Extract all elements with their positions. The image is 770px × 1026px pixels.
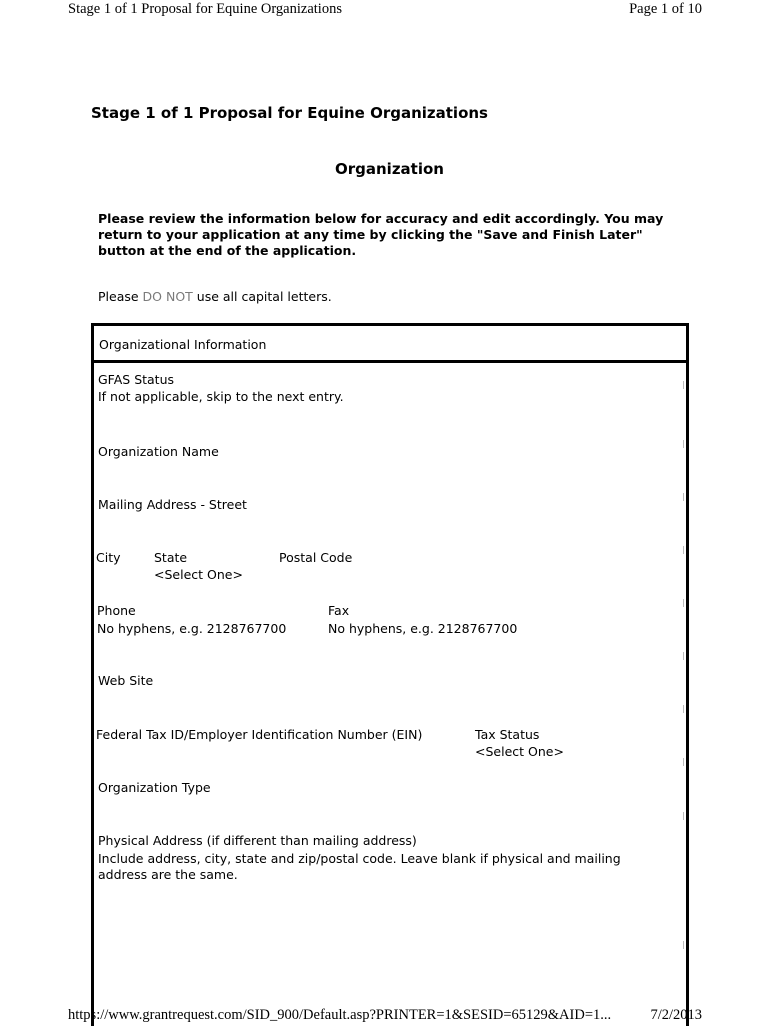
postal-code-label: Postal Code [279, 550, 353, 565]
field-edge-mark [683, 812, 684, 820]
tax-status-select[interactable]: <Select One> [475, 744, 564, 759]
phone-label: Phone [97, 603, 136, 618]
state-select[interactable]: <Select One> [154, 567, 243, 582]
field-edge-mark [683, 546, 684, 554]
web-site-label: Web Site [98, 673, 154, 688]
form-section-header-label: Organizational Information [99, 337, 267, 352]
print-footer-date: 7/2/2013 [650, 1007, 702, 1023]
ein-label: Federal Tax ID/Employer Identification Number (EIN) [96, 727, 423, 742]
field-edge-mark [683, 493, 684, 501]
section-title: Organization [335, 160, 444, 178]
caps-note-warning: DO NOT [142, 289, 193, 304]
print-header-title: Stage 1 of 1 Proposal for Equine Organizations [68, 1, 342, 17]
field-edge-mark [683, 705, 684, 713]
gfas-status-label: GFAS Status [98, 372, 175, 387]
state-label: State [154, 550, 188, 565]
tax-status-label: Tax Status [475, 727, 540, 742]
field-edge-mark [683, 599, 684, 607]
print-footer-url: https://www.grantrequest.com/SID_900/Default.asp?PRINTER=1&SESID=65129&AID=1... [68, 1007, 612, 1023]
field-edge-mark [683, 381, 684, 389]
caps-note-after: use all capital letters. [192, 289, 332, 304]
capitalization-note [98, 289, 332, 304]
city-label: City [96, 550, 121, 565]
mailing-street-label: Mailing Address - Street [98, 497, 247, 512]
phone-hint: No hyphens, e.g. 2128767700 [97, 621, 287, 636]
organizational-information-form [91, 323, 689, 1026]
field-edge-mark [683, 758, 684, 766]
instructions-text: Please review the information below for accuracy and edit accordingly. You may return to your application at any time by clicking the "Save and Finish Later" button at the end of the application. [98, 211, 664, 258]
print-header-page-number: Page 1 of 10 [629, 1, 702, 17]
fax-label: Fax [328, 603, 350, 618]
physical-address-hint: Include address, city, state and zip/postal code. Leave blank if physical and mailing address are the same. [98, 851, 621, 882]
organization-name-label: Organization Name [98, 444, 219, 459]
organization-type-label: Organization Type [98, 780, 211, 795]
field-edge-mark [683, 941, 684, 949]
gfas-status-hint: If not applicable, skip to the next entry. [98, 389, 344, 404]
caps-note-before: Please [98, 289, 143, 304]
form-section-header [94, 326, 686, 363]
physical-address-label: Physical Address (if different than mailing address) [98, 833, 417, 848]
field-edge-mark [683, 652, 684, 660]
fax-hint: No hyphens, e.g. 2128767700 [328, 621, 518, 636]
document-title: Stage 1 of 1 Proposal for Equine Organizations [91, 104, 488, 122]
field-edge-mark [683, 440, 684, 448]
